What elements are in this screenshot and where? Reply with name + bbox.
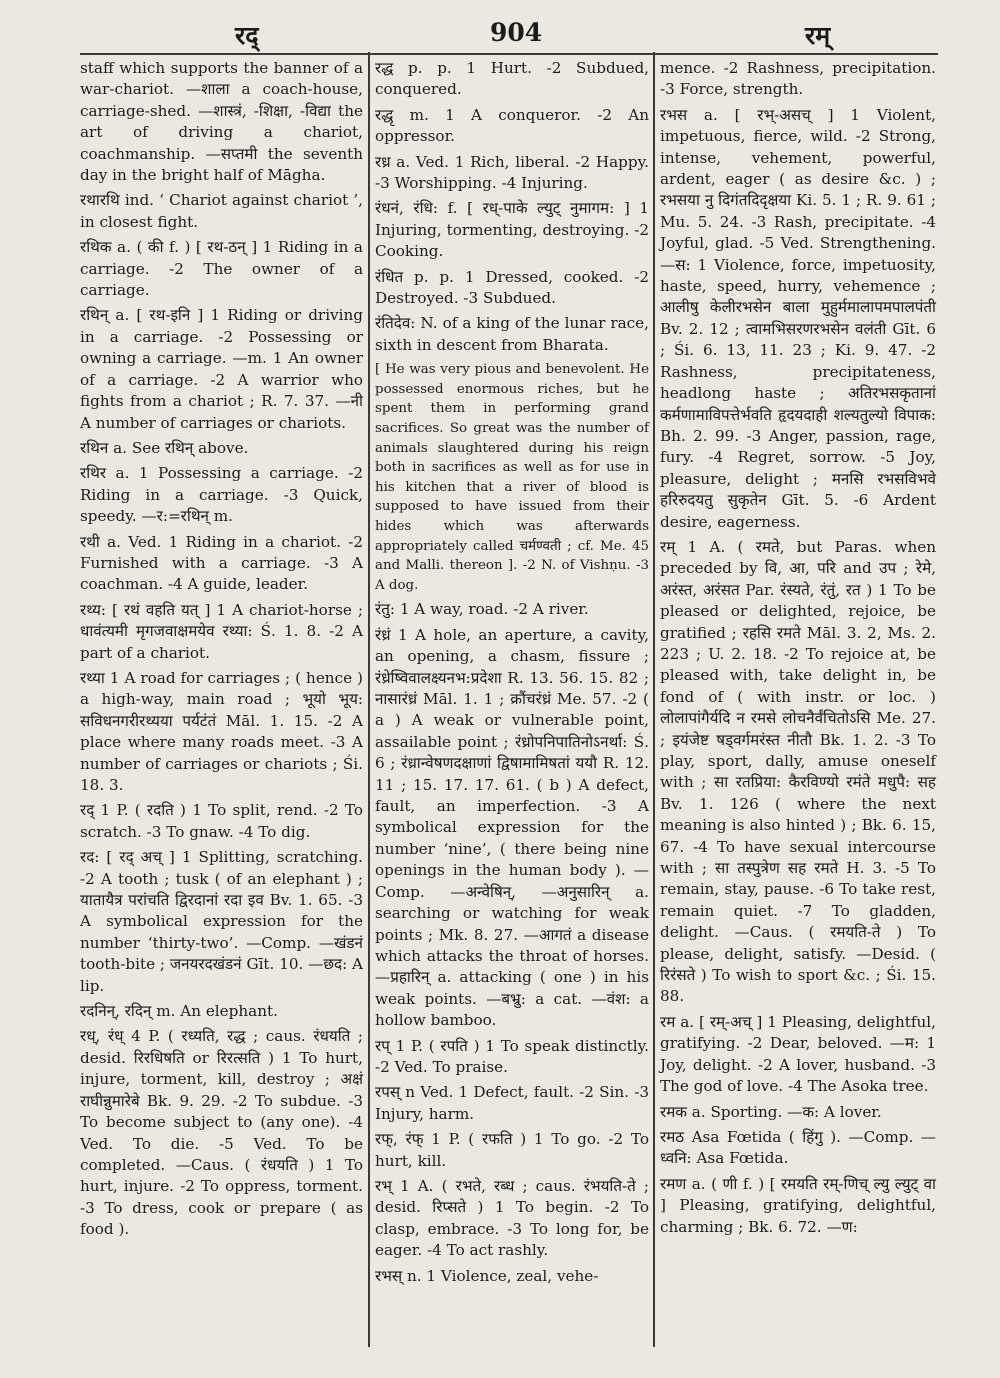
dictionary-entry: रमठ Asa Fœtida ( हिंगु ). —Comp. —ध्वनि: Asa Fœtida. [660,1127,936,1168]
dictionary-entry: रप् 1 P. ( रपति ) 1 To speak distinctly. -2 Ved. To praise. [375,1036,649,1076]
page-number: 904 [490,18,543,47]
dictionary-entry: रम a. [ रम्-अच् ] 1 Pleasing, delightful, gratifying. -2 Dear, beloved. —म: 1 Joy, delight. -2 A lover, husband. -3 The god of love. -4 The Asoka tree. [660,1012,936,1096]
column-divider [653,52,655,1347]
header-rule [80,53,938,55]
dictionary-entry: रद्धृ m. 1 A conqueror. -2 An oppressor. [375,105,649,146]
column-divider [368,52,370,1347]
dictionary-entry: रध्, रंध् 4 P. ( रध्यति, रद्ध ; caus. रंधयति ; desid. रिरधिषति or रिरत्सति ) 1 To hurt, injure, torment, kill, destroy ; अक्षं राघीन्नुमारेबे Bk. 9. 29. -2 To subdue. -3 To become subject to (any one). -4 Ved. To die. -5 Ved. To be completed. —Caus. ( रंधयति ) 1 To hurt, injure. -2 To oppress, torment. -3 To dress, cook or prepare ( as food ). [80,1027,363,1239]
bracketed-note: [ He was very pious and benevolent. He possessed enormous riches, but he spent them in performing grand sacrifices. So great was the number of animals slaughtered during his reign both in sacrifices as well as for use in his kitchen that a river of blood is supposed to have issued from their hides which was afterwards appropriately called चर्मण्वती ; cf. Me. 45 and Malli. thereon ]. -2 N. of Vishṇu. -3 A dog. [375,362,649,593]
right-guide-word: रम् [805,21,831,50]
dictionary-entry: रभस a. [ रभ्-असच् ] 1 Violent, impetuous, fierce, wild. -2 Strong, intense, vehement, powerful, ardent, eager ( as desire &c. ) ; रभसया नु दिगंतदिदृक्षया Ki. 5. 1 ; R. 9. 61 ; Mu. 5. 24. -3 Rash, precipitate. -4 Joyful, glad. -5 Ved. Strengthening. —स: 1 Violence, force, impetuosity, haste, speed, hurry, vehemence ; आलीषु केलीरभसेन बाला मुहुर्ममालापमपालपंती Bv. 2. 12 ; त्वामभिसरणरभसेन वलंती Gīt. 6 ; Śi. 6. 13, 11. 23 ; Ki. 9. 47. -2 Rashness, precipitateness, headlong haste ; अतिरभसकृतानां कर्मणामाविपत्तेर्भवति हृदयदाही शल्यतुल्यो विपाक: Bh. 2. 99. -3 Anger, passion, rage, fury. -4 Regret, sorrow. -5 Joy, pleasure, delight ; मनसि रभसविभवे हरिरुदयतु सुकृतेन Gīt. 5. -6 Ardent desire, eagerness. [660,105,936,531]
page-header [60,18,940,58]
dictionary-entry: रभस् n. 1 Violence, zeal, vehe- [375,1266,599,1285]
dictionary-entry: रंधित p. p. 1 Dressed, cooked. -2 Destroyed. -3 Subdued. [375,267,649,308]
dictionary-entry: रथिन a. See रथिन् above. [80,438,249,457]
dictionary-entry: staff which supports the banner of a war-chariot. —शाला a coach-house, carriage-shed. —शास्त्रं, -शिक्षा, -विद्या the art of driving a chariot, coachmanship. —सप्तमी the seventh day in the bright half of Māgha. [80,59,363,185]
column-right [660,58,936,1242]
column-left [80,58,363,1245]
dictionary-entry: रंध्रं 1 A hole, an aperture, a cavity, an opening, a chasm, fissure ; रंध्रेष्विवालक्ष्यनभ:प्रदेशा R. 13. 56. 15. 82 ; नासारंध्रं Māl. 1. 1 ; क्रौंचरंध्रं Me. 57. -2 ( a ) A weak or vulnerable point, assailable point ; रंध्रोपनिपातिनोऽनर्था: Ś. 6 ; रंध्रान्वेषणदक्षाणां द्विषामामिषतां ययौ R. 12. 11 ; 15. 17. 17. 61. ( b ) A defect, fault, an imperfection. -3 A symbolical expression for the number ‘nine’, ( there being nine openings in the human body ). —Comp. —अन्वेषिन्, —अनुसारिन् a. searching or watching for weak points ; Mk. 8. 27. —आगतं a disease which attacks the throat of horses. —प्रहारिन् a. attacking ( one ) in his weak points. —बभ्रु: a cat. —वंश: a hollow bamboo. [375,625,649,1030]
column-middle [375,58,649,1291]
dictionary-entry: रंतु: 1 A way, road. -2 A river. [375,600,589,619]
dictionary-entry: रद: [ रद् अच् ] 1 Splitting, scratching. -2 A tooth ; tusk ( of an elephant ) ; यातायैत्र परांचति द्विरदानां रदा इव Bv. 1. 65. -3 A symbolical expression for the number ‘thirty-two’. —Comp. —खंडनं tooth-bite ; जनयरदखंडनं Gīt. 10. —छद: A lip. [80,848,363,995]
dictionary-entry: रथ्या 1 A road for carriages ; ( hence ) a high-way, main road ; भूयो भूय: सविधनगरीरथ्यया पर्यटंतं Māl. 1. 15. -2 A place where many roads meet. -3 A number of carriages or chariots ; Śi. 18. 3. [80,668,363,794]
dictionary-entry: रद्ध p. p. 1 Hurt. -2 Subdued, conquered. [375,59,649,99]
dictionary-entry: रद् 1 P. ( रदति ) 1 To split, rend. -2 To scratch. -3 To gnaw. -4 To dig. [80,801,363,841]
dictionary-entry: रथिन् a. [ रथ-इनि ] 1 Riding or driving in a carriage. -2 Possessing or owning a carriage. —m. 1 An owner of a carriage. -2 A warrior who fights from a chariot ; R. 7. 37. —नी A number of carriages or chariots. [80,306,363,432]
dictionary-entry: रथिर a. 1 Possessing a carriage. -2 Riding in a carriage. -3 Quick, speedy. —र:=रथिन् m. [80,464,363,526]
dictionary-entry: रथी a. Ved. 1 Riding in a chariot. -2 Furnished with a carriage. -3 A coachman. -4 A guide, leader. [80,532,363,594]
dictionary-entry: रमक a. Sporting. —क: A lover. [660,1102,882,1121]
left-guide-word: रद् [235,21,259,50]
dictionary-entry: रम् 1 A. ( रमते, but Paras. when preceded by वि, आ, परि and उप ; रेमे, अरंस्त, अरंसत Par. रंस्यते, रंतुं, रत ) 1 To be pleased or delighted, rejoice, be gratified ; रहसि रमते Māl. 3. 2, Ms. 2. 223 ; U. 2. 18. -2 To rejoice at, be pleased with, take delight in, be fond of ( with instr. or loc. ) लोलापांगैर्यदि न रमसे लोचनैर्वंचितोऽसि Me. 27. ; इयंजेष्ट षड्वर्गमरंस्त नीतौ Bk. 1. 2. -3 To play, sport, dally, amuse oneself with ; सा रतप्रिया: कैरविण्यो रमंते मधुपै: सह Bv. 1. 126 ( where the next meaning is also hinted ) ; Bk. 6. 15, 67. -4 To have sexual intercourse with ; सा तस्पुत्रेण सह रमते H. 3. -5 To remain, stay, pause. -6 To take rest, remain quiet. -7 To gladden, delight. —Caus. ( रमयति-ते ) To please, delight, satisfy. —Desid. ( रिरंसते ) To wish to sport &c. ; Śi. 15. 88. [660,537,936,1006]
dictionary-entry: रपस् n Ved. 1 Defect, fault. -2 Sin. -3 Injury, harm. [375,1083,649,1123]
dictionary-entry: रदनिन्, रदिन् m. An elephant. [80,1002,278,1021]
dictionary-entry: रमण a. ( णी f. ) [ रमयति रम्-णिच् ल्यु ल्युट् वा ] Pleasing, gratifying, delightful, charming ; Bk. 6. 72. —ण: [660,1174,936,1236]
dictionary-entry: रभ् 1 A. ( रभते, रब्ध ; caus. रंभयति-ते ; desid. रिप्सते ) 1 To begin. -2 To clasp, embrace. -3 To long for, be eager. -4 To act rashly. [375,1176,649,1260]
dictionary-entry: रंतिदेव: N. of a king of the lunar race, sixth in descent from Bharata. [375,314,649,354]
dictionary-entry: रथारथि ind. ‘ Chariot against chariot ’, in closest fight. [80,191,363,231]
dictionary-entry: रथ्य: [ रथं वहति यत् ] 1 A chariot-horse ; धावंत्यमी मृगजवाक्षमयेव रथ्या: Ś. 1. 8. -2 A part of a chariot. [80,600,363,662]
dictionary-entry: रफ्, रंफ् 1 P. ( रफति ) 1 To go. -2 To hurt, kill. [375,1130,649,1170]
dictionary-entry: रंधनं, रंधि: f. [ रध्-पाके ल्युट् नुमागम: ] 1 Injuring, tormenting, destroying. -2 Cooking. [375,199,649,261]
dictionary-entry: रध्र a. Ved. 1 Rich, liberal. -2 Happy. -3 Worshipping. -4 Injuring. [375,152,649,193]
dictionary-entry: रथिक a. ( की f. ) [ रथ-ठन् ] 1 Riding in a carriage. -2 The owner of a carriage. [80,238,363,300]
dictionary-entry: mence. -2 Rashness, precipitation. -3 Force, strength. [660,59,936,99]
